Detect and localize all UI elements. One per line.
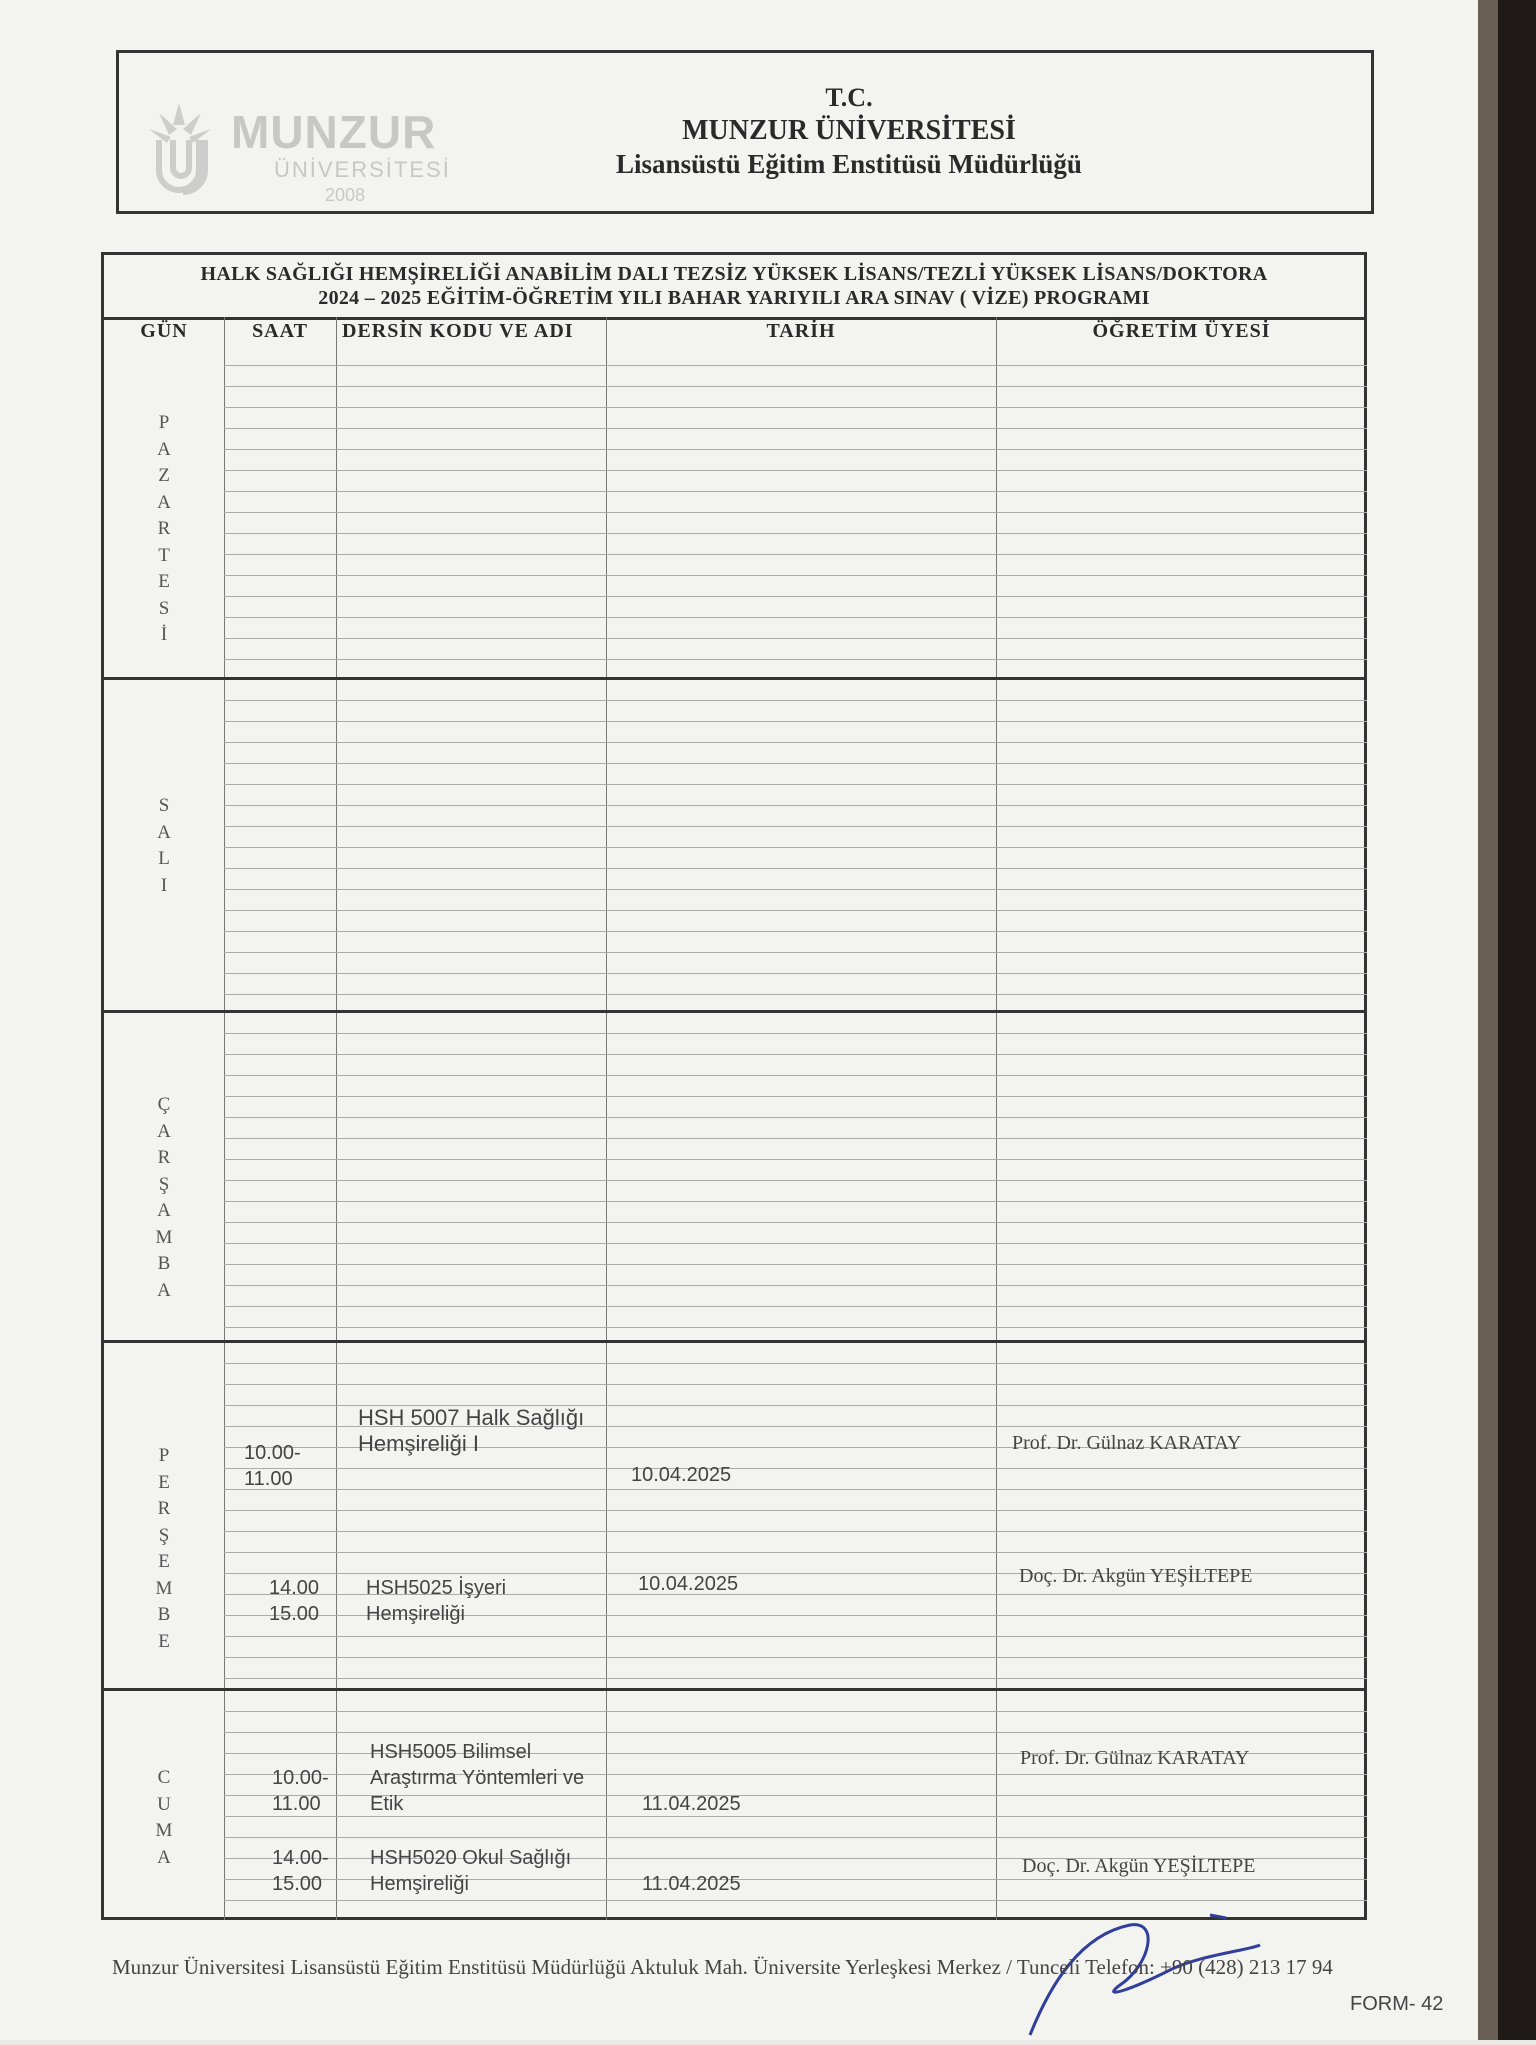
row-rule xyxy=(224,805,1367,806)
row-rule xyxy=(224,1837,1367,1838)
table-title-line-2: 2024 – 2025 EĞİTİM-ÖĞRETİM YILI BAHAR YARIYILI ARA SINAV ( VİZE) PROGRAMI xyxy=(318,287,1150,309)
row-rule xyxy=(224,533,1367,534)
row-rule xyxy=(224,554,1367,555)
institution-title xyxy=(499,83,1199,180)
day-label-carsamba: Ç A R Ş A M B A xyxy=(155,1094,173,1301)
column-divider xyxy=(336,317,337,1920)
row-rule xyxy=(224,1678,1367,1679)
entry-date: 11.04.2025 xyxy=(642,1793,741,1815)
row-rule xyxy=(224,1384,1367,1385)
row-rule xyxy=(224,1711,1367,1712)
day-label-sali: S A L I xyxy=(157,795,171,896)
row-rule xyxy=(224,1531,1367,1532)
entry-teacher: Doç. Dr. Akgün YEŞİLTEPE xyxy=(1022,1855,1256,1877)
row-rule xyxy=(224,596,1367,597)
row-rule xyxy=(224,1159,1367,1160)
entry-teacher: Doç. Dr. Akgün YEŞİLTEPE xyxy=(1019,1565,1253,1587)
column-header-time: SAAT xyxy=(252,320,308,342)
entry-date: 10.04.2025 xyxy=(638,1573,739,1595)
row-rule xyxy=(224,826,1367,827)
day-separator xyxy=(104,1688,1364,1691)
row-rule xyxy=(224,638,1367,639)
day-separator xyxy=(104,677,1364,680)
row-rule xyxy=(224,868,1367,869)
exam-schedule-table xyxy=(101,252,1367,1920)
entry-date: 11.04.2025 xyxy=(642,1873,741,1895)
day-label-persembe: P E R Ş E M B E xyxy=(155,1445,173,1652)
row-rule xyxy=(224,1222,1367,1223)
entry-time: 10.00- 11.00 xyxy=(272,1767,329,1815)
entry-course: HSH 5007 Halk Sağlığı Hemşireliği I xyxy=(358,1405,585,1456)
footer-address: Munzur Üniversitesi Lisansüstü Eğitim Enstitüsü Müdürlüğü Aktuluk Mah. Üniversite Yerleşkesi Merkez / Tunceli Telefon: +90 (428) 213 17 94 xyxy=(112,1955,1333,1979)
row-rule xyxy=(224,1657,1367,1658)
row-rule xyxy=(224,1489,1367,1490)
header-line-1: T.C. xyxy=(825,83,873,112)
day-separator xyxy=(104,1340,1364,1343)
column-header-teacher: ÖĞRETİM ÜYESİ xyxy=(1092,320,1271,342)
row-rule xyxy=(224,973,1367,974)
row-rule xyxy=(224,365,1367,366)
row-rule xyxy=(224,784,1367,785)
row-rule xyxy=(224,491,1367,492)
table-title-line-1: HALK SAĞLIĞI HEMŞİRELİĞİ ANABİLİM DALI TEZSİZ YÜKSEK LİSANS/TEZLİ YÜKSEK LİSANS/DOKTORA xyxy=(200,263,1268,285)
entry-course: HSH5020 Okul Sağlığı Hemşireliği xyxy=(370,1847,572,1895)
row-rule xyxy=(224,1363,1367,1364)
row-rule xyxy=(224,512,1367,513)
row-rule xyxy=(224,721,1367,722)
column-divider xyxy=(996,317,997,1920)
header-line-3: Lisansüstü Eğitim Enstitüsü Müdürlüğü xyxy=(616,149,1082,179)
row-rule xyxy=(224,1327,1367,1328)
table-title xyxy=(104,255,1364,320)
entry-course: HSH5025 İşyeri Hemşireliği xyxy=(366,1577,507,1625)
row-rule xyxy=(224,1180,1367,1181)
entry-date: 10.04.2025 xyxy=(631,1464,732,1486)
row-rule xyxy=(224,700,1367,701)
row-rule xyxy=(224,1054,1367,1055)
row-rule xyxy=(224,1285,1367,1286)
column-header-date: TARİH xyxy=(766,320,836,342)
logo-name: MUNZUR xyxy=(231,106,437,158)
university-logo xyxy=(149,95,449,205)
row-rule xyxy=(224,1201,1367,1202)
row-rule xyxy=(224,1732,1367,1733)
row-rule xyxy=(224,1264,1367,1265)
entry-teacher: Prof. Dr. Gülnaz KARATAY xyxy=(1012,1432,1242,1454)
column-header-day: GÜN xyxy=(140,320,188,342)
column-divider xyxy=(606,317,607,1920)
row-rule xyxy=(224,1468,1367,1469)
row-rule xyxy=(224,889,1367,890)
day-label-pazartesi: P A Z A R T E S İ xyxy=(157,412,171,645)
column-header-course: DERSİN KODU VE ADI xyxy=(342,320,574,342)
row-rule xyxy=(224,575,1367,576)
header-line-2: MUNZUR ÜNİVERSİTESİ xyxy=(682,115,1016,146)
logo-year: 2008 xyxy=(325,185,366,205)
row-rule xyxy=(224,1510,1367,1511)
column-divider xyxy=(224,317,225,1920)
row-rule xyxy=(224,1552,1367,1553)
row-rule xyxy=(224,763,1367,764)
header-box xyxy=(116,50,1374,214)
row-rule xyxy=(224,1033,1367,1034)
row-rule xyxy=(224,428,1367,429)
row-rule xyxy=(224,1096,1367,1097)
row-rule xyxy=(224,1075,1367,1076)
entry-course: HSH5005 Bilimsel Araştırma Yöntemleri ve Etik xyxy=(370,1741,585,1815)
row-rule xyxy=(224,1306,1367,1307)
row-rule xyxy=(224,470,1367,471)
entry-teacher: Prof. Dr. Gülnaz KARATAY xyxy=(1020,1747,1250,1769)
day-separator xyxy=(104,1010,1364,1013)
row-rule xyxy=(224,449,1367,450)
entry-time: 10.00- 11.00 xyxy=(244,1442,301,1490)
row-rule xyxy=(224,1243,1367,1244)
row-rule xyxy=(224,931,1367,932)
row-rule xyxy=(224,386,1367,387)
logo-subtitle: ÜNİVERSİTESİ xyxy=(274,157,451,182)
row-rule xyxy=(224,1636,1367,1637)
row-rule xyxy=(224,1138,1367,1139)
row-rule xyxy=(224,952,1367,953)
day-label-cuma: C U M A xyxy=(155,1767,173,1868)
university-logo-icon xyxy=(149,95,229,205)
row-rule xyxy=(224,910,1367,911)
entry-time: 14.00- 15.00 xyxy=(272,1847,329,1895)
row-rule xyxy=(224,617,1367,618)
entry-time: 14.00 15.00 xyxy=(269,1577,320,1625)
row-rule xyxy=(224,1117,1367,1118)
row-rule xyxy=(224,847,1367,848)
row-rule xyxy=(224,742,1367,743)
row-rule xyxy=(224,994,1367,995)
row-rule xyxy=(224,407,1367,408)
background-edge xyxy=(1478,0,1536,2040)
row-rule xyxy=(224,659,1367,660)
form-number: FORM- 42 xyxy=(1350,1993,1444,2015)
